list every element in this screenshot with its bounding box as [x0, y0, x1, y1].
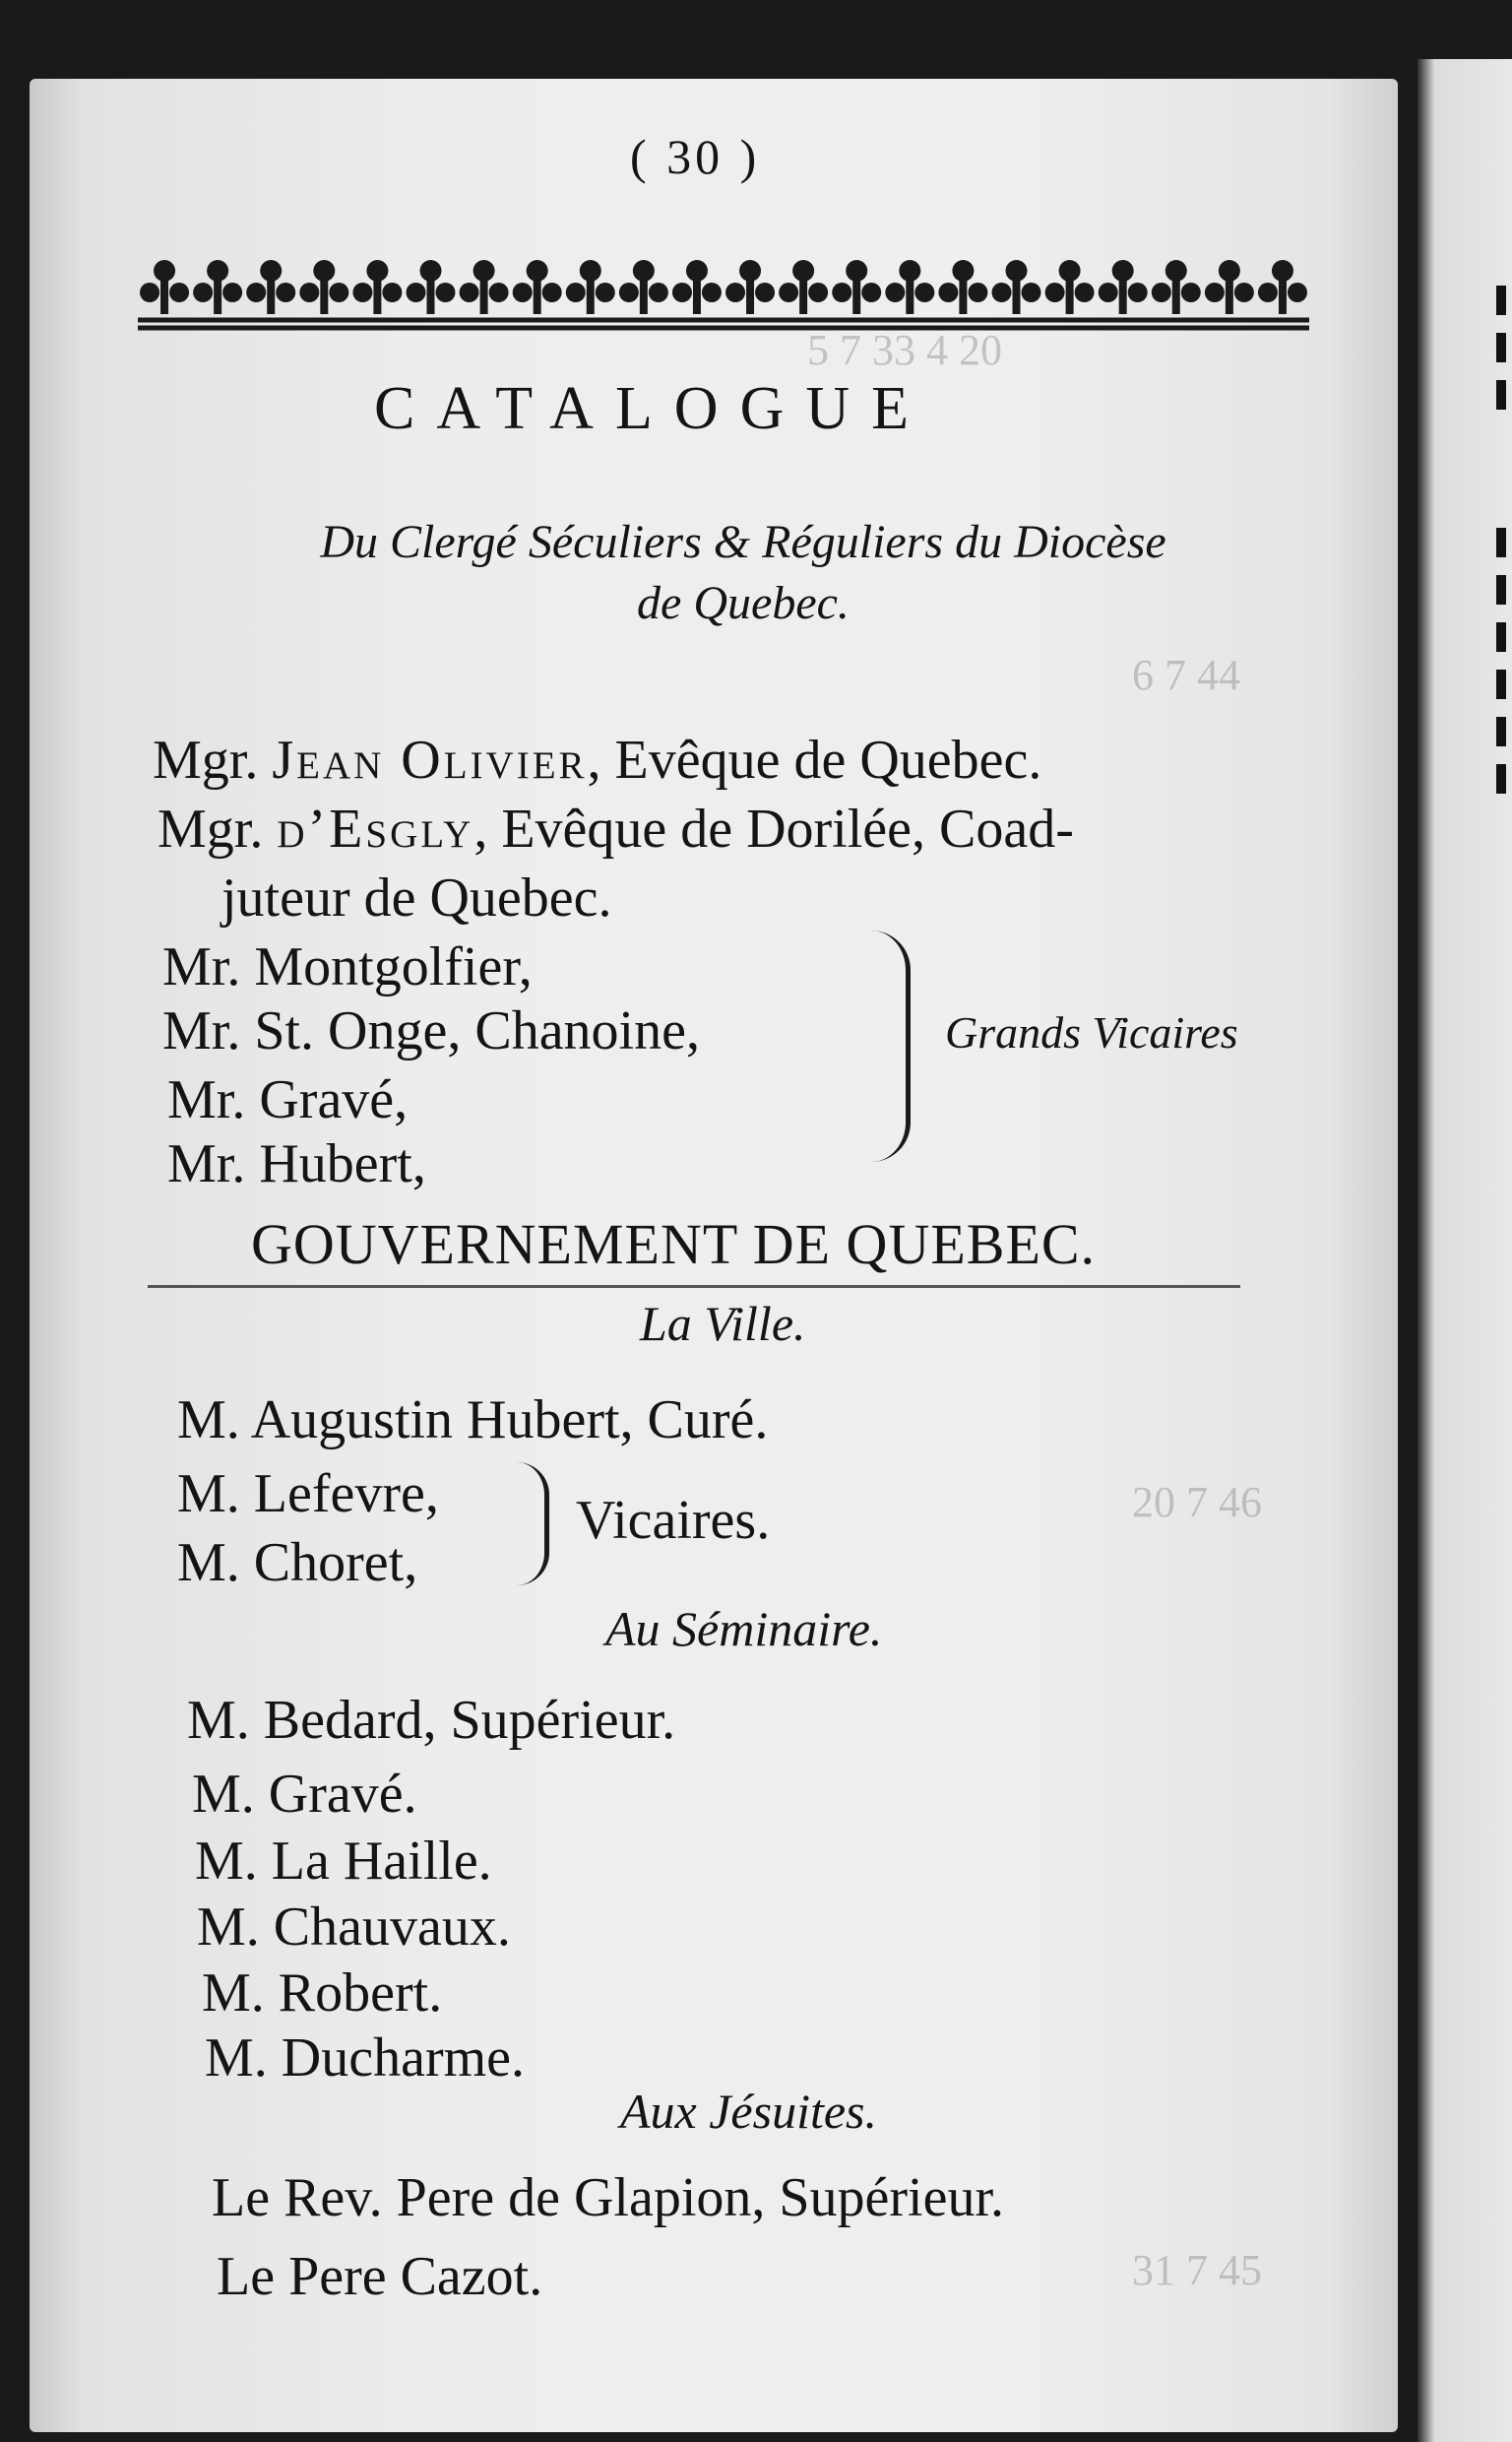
fleuron-icon	[619, 260, 668, 314]
coadjutor-prefix: Mgr.	[158, 799, 264, 860]
cure-entry: M. Augustin Hubert, Curé.	[177, 1389, 769, 1450]
fleuron-icon	[672, 260, 722, 314]
vicar-entry: Mr. Montgolfier,	[162, 936, 533, 997]
fleuron-icon	[513, 260, 562, 314]
fleuron-icon	[193, 260, 242, 314]
fleuron-icon	[779, 260, 828, 314]
fleuron-icon	[140, 260, 189, 314]
fleuron-icon	[1045, 260, 1095, 314]
page-number: ( 30 )	[630, 129, 761, 184]
bleed-through-text: 31 7 45	[1132, 2246, 1262, 2294]
seminaire-member: M. Robert.	[202, 1962, 443, 2024]
jesuites-member: Le Rev. Pere de Glapion, Supérieur.	[212, 2167, 1005, 2228]
subtitle-line-2: de Quebec.	[637, 577, 850, 629]
bleed-through-text: 5 7 33 4 20	[807, 326, 1002, 374]
vicars-brace	[866, 931, 911, 1162]
fleuron-icon	[460, 260, 509, 314]
seminaire-member: M. Ducharme.	[205, 2027, 526, 2089]
fleuron-icon	[725, 260, 775, 314]
fleuron-icon	[832, 260, 881, 314]
facing-page-text-fragments	[1496, 286, 1512, 811]
vicar-entry: Mr. St. Onge, Chanoine,	[162, 1000, 700, 1061]
vicaires-brace	[517, 1462, 549, 1585]
fleuron-icon	[885, 260, 934, 314]
fleuron-icon	[352, 260, 402, 314]
fleuron-icon	[992, 260, 1041, 314]
fleuron-icon	[246, 260, 295, 314]
bishop-name: Jean Olivier	[272, 730, 588, 791]
fleuron-icon	[1205, 260, 1254, 314]
fleuron-icon	[299, 260, 348, 314]
fleuron-icon	[938, 260, 987, 314]
government-heading: GOUVERNEMENT DE QUEBEC.	[251, 1212, 1097, 1276]
bishop-title: , Evêque de Quebec.	[587, 730, 1042, 791]
fleuron-icon	[1258, 260, 1307, 314]
bishop-prefix: Mgr.	[153, 730, 259, 791]
fleuron-icon	[407, 260, 456, 314]
fleuron-icon	[1099, 260, 1148, 314]
vicar-entry: Mr. Hubert,	[167, 1133, 426, 1194]
la-ville-heading: La Ville.	[640, 1296, 806, 1351]
ornamental-border	[138, 241, 1309, 335]
vicars-label: Grands Vicaires	[945, 1007, 1238, 1058]
catalogue-subtitle	[187, 512, 1299, 634]
subtitle-line-1: Du Clergé Séculiers & Réguliers du Diocèse	[320, 516, 1166, 568]
seminaire-heading: Au Séminaire.	[605, 1601, 883, 1656]
fleuron-icon	[1152, 260, 1201, 314]
catalogue-title: CATALOGUE	[374, 375, 931, 442]
seminaire-member: M. Chauvaux.	[197, 1896, 511, 1958]
coadjutor-entry	[158, 798, 1074, 861]
seminaire-member: M. La Haille.	[195, 1831, 492, 1892]
divider	[148, 1285, 1240, 1288]
vicaires-label: Vicaires.	[576, 1490, 771, 1551]
bleed-through-text: 20 7 46	[1132, 1478, 1262, 1526]
bleed-through-text: 6 7 44	[1132, 651, 1240, 699]
vicar-entry: Mr. Gravé,	[167, 1069, 409, 1130]
vicaire-entry: M. Choret,	[177, 1532, 418, 1593]
seminaire-member: M. Gravé.	[192, 1764, 417, 1825]
coadjutor-continuation: juteur de Quebec.	[221, 868, 612, 929]
jesuites-member: Le Pere Cazot.	[217, 2246, 543, 2307]
coadjutor-title: , Evêque de Dorilée, Coad-	[473, 799, 1074, 860]
vicaire-entry: M. Lefevre,	[177, 1463, 439, 1524]
bishop-entry	[153, 729, 1041, 792]
jesuites-heading: Aux Jésuites.	[620, 2084, 878, 2139]
fleuron-icon	[566, 260, 615, 314]
seminaire-member: M. Bedard, Supérieur.	[187, 1690, 676, 1751]
coadjutor-name: d’Esgly	[277, 799, 474, 860]
